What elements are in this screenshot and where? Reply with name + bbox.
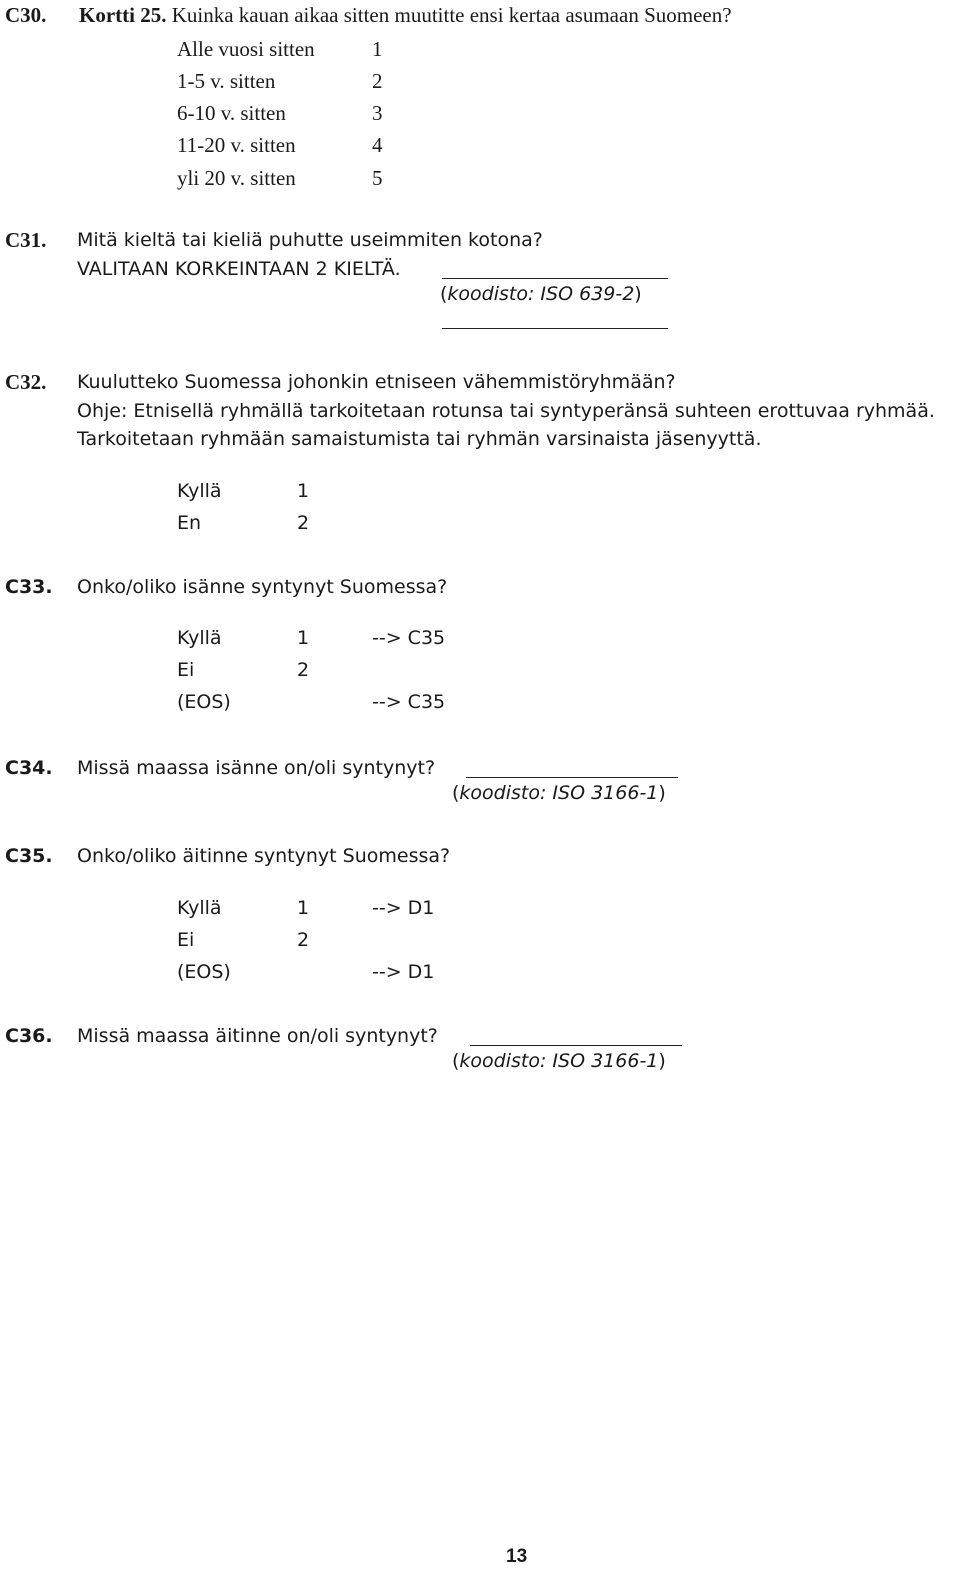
- question-number-c32: C32.: [5, 370, 47, 394]
- question-text-c35: Onko/oliko äitinne syntynyt Suomessa?: [77, 845, 451, 867]
- skip-instruction: --> D1: [372, 897, 435, 919]
- option-code: 4: [372, 133, 383, 157]
- option-code: 5: [372, 166, 383, 190]
- option-code: 1: [372, 37, 383, 61]
- skip-instruction: --> D1: [372, 961, 435, 983]
- codelist-note: (koodisto: ISO 639-2): [440, 283, 642, 305]
- guidance-note: Ohje: Etnisellä ryhmällä tarkoitetaan rotunsa tai syntyperänsä suhteen erottuvaa ryhmää.: [77, 400, 935, 422]
- option-code: 1: [297, 480, 310, 502]
- question-text-c30: [79, 5, 732, 26]
- question-number-c35: C35.: [5, 845, 53, 867]
- option-label: Kyllä: [177, 627, 222, 649]
- question-c30-text: Kuinka kauan aikaa sitten muutitte ensi kertaa asumaan Suomeen?: [171, 3, 732, 27]
- question-number-c31: C31.: [5, 228, 47, 252]
- codelist-name: koodisto: ISO 3166-1: [459, 1050, 659, 1072]
- question-number-c34: C34.: [5, 757, 53, 779]
- option-label: (EOS): [177, 961, 231, 983]
- option-label: Alle vuosi sitten: [177, 37, 315, 61]
- question-text-c31: Mitä kieltä tai kieliä puhutte useimmiten kotona?: [77, 229, 543, 251]
- option-code: 2: [297, 929, 310, 951]
- option-code: 2: [297, 659, 310, 681]
- question-number-c33: C33.: [5, 576, 53, 598]
- option-label: yli 20 v. sitten: [177, 166, 296, 190]
- codelist-note: (koodisto: ISO 3166-1): [452, 1050, 666, 1072]
- question-number-c30: C30.: [5, 3, 47, 27]
- option-label: Kyllä: [177, 897, 222, 919]
- option-label: 1-5 v. sitten: [177, 69, 276, 93]
- question-text-c33: Onko/oliko isänne syntynyt Suomessa?: [77, 576, 448, 598]
- codelist-name: koodisto: ISO 3166-1: [459, 782, 659, 804]
- option-label: Ei: [177, 659, 195, 681]
- answer-line[interactable]: [442, 328, 668, 329]
- option-label: En: [177, 512, 202, 534]
- question-text-c34: Missä maassa isänne on/oli syntynyt?: [77, 757, 436, 779]
- codelist-note: (koodisto: ISO 3166-1): [452, 782, 666, 804]
- option-code: 2: [372, 69, 383, 93]
- answer-line[interactable]: [470, 1045, 682, 1046]
- interviewer-instruction: VALITAAN KORKEINTAAN 2 KIELTÄ.: [77, 258, 401, 280]
- option-code: 1: [297, 627, 310, 649]
- page-number: 13: [506, 1546, 528, 1567]
- option-code: 3: [372, 101, 383, 125]
- question-text-c32: Kuulutteko Suomessa johonkin etniseen vähemmistöryhmään?: [77, 371, 676, 393]
- option-label: Ei: [177, 929, 195, 951]
- guidance-note: Tarkoitetaan ryhmään samaistumista tai ryhmän varsinaista jäsenyyttä.: [77, 428, 762, 450]
- skip-instruction: --> C35: [372, 691, 446, 713]
- option-label: (EOS): [177, 691, 231, 713]
- option-code: 1: [297, 897, 310, 919]
- option-code: 2: [297, 512, 310, 534]
- option-label: 11-20 v. sitten: [177, 133, 296, 157]
- question-text-c36: Missä maassa äitinne on/oli syntynyt?: [77, 1025, 438, 1047]
- option-label: 6-10 v. sitten: [177, 101, 286, 125]
- answer-line[interactable]: [442, 278, 668, 279]
- codelist-name: koodisto: ISO 639-2: [447, 283, 635, 305]
- answer-line[interactable]: [466, 777, 678, 778]
- option-label: Kyllä: [177, 480, 222, 502]
- card-label: Kortti 25.: [79, 3, 167, 27]
- question-number-c36: C36.: [5, 1025, 53, 1047]
- skip-instruction: --> C35: [372, 627, 446, 649]
